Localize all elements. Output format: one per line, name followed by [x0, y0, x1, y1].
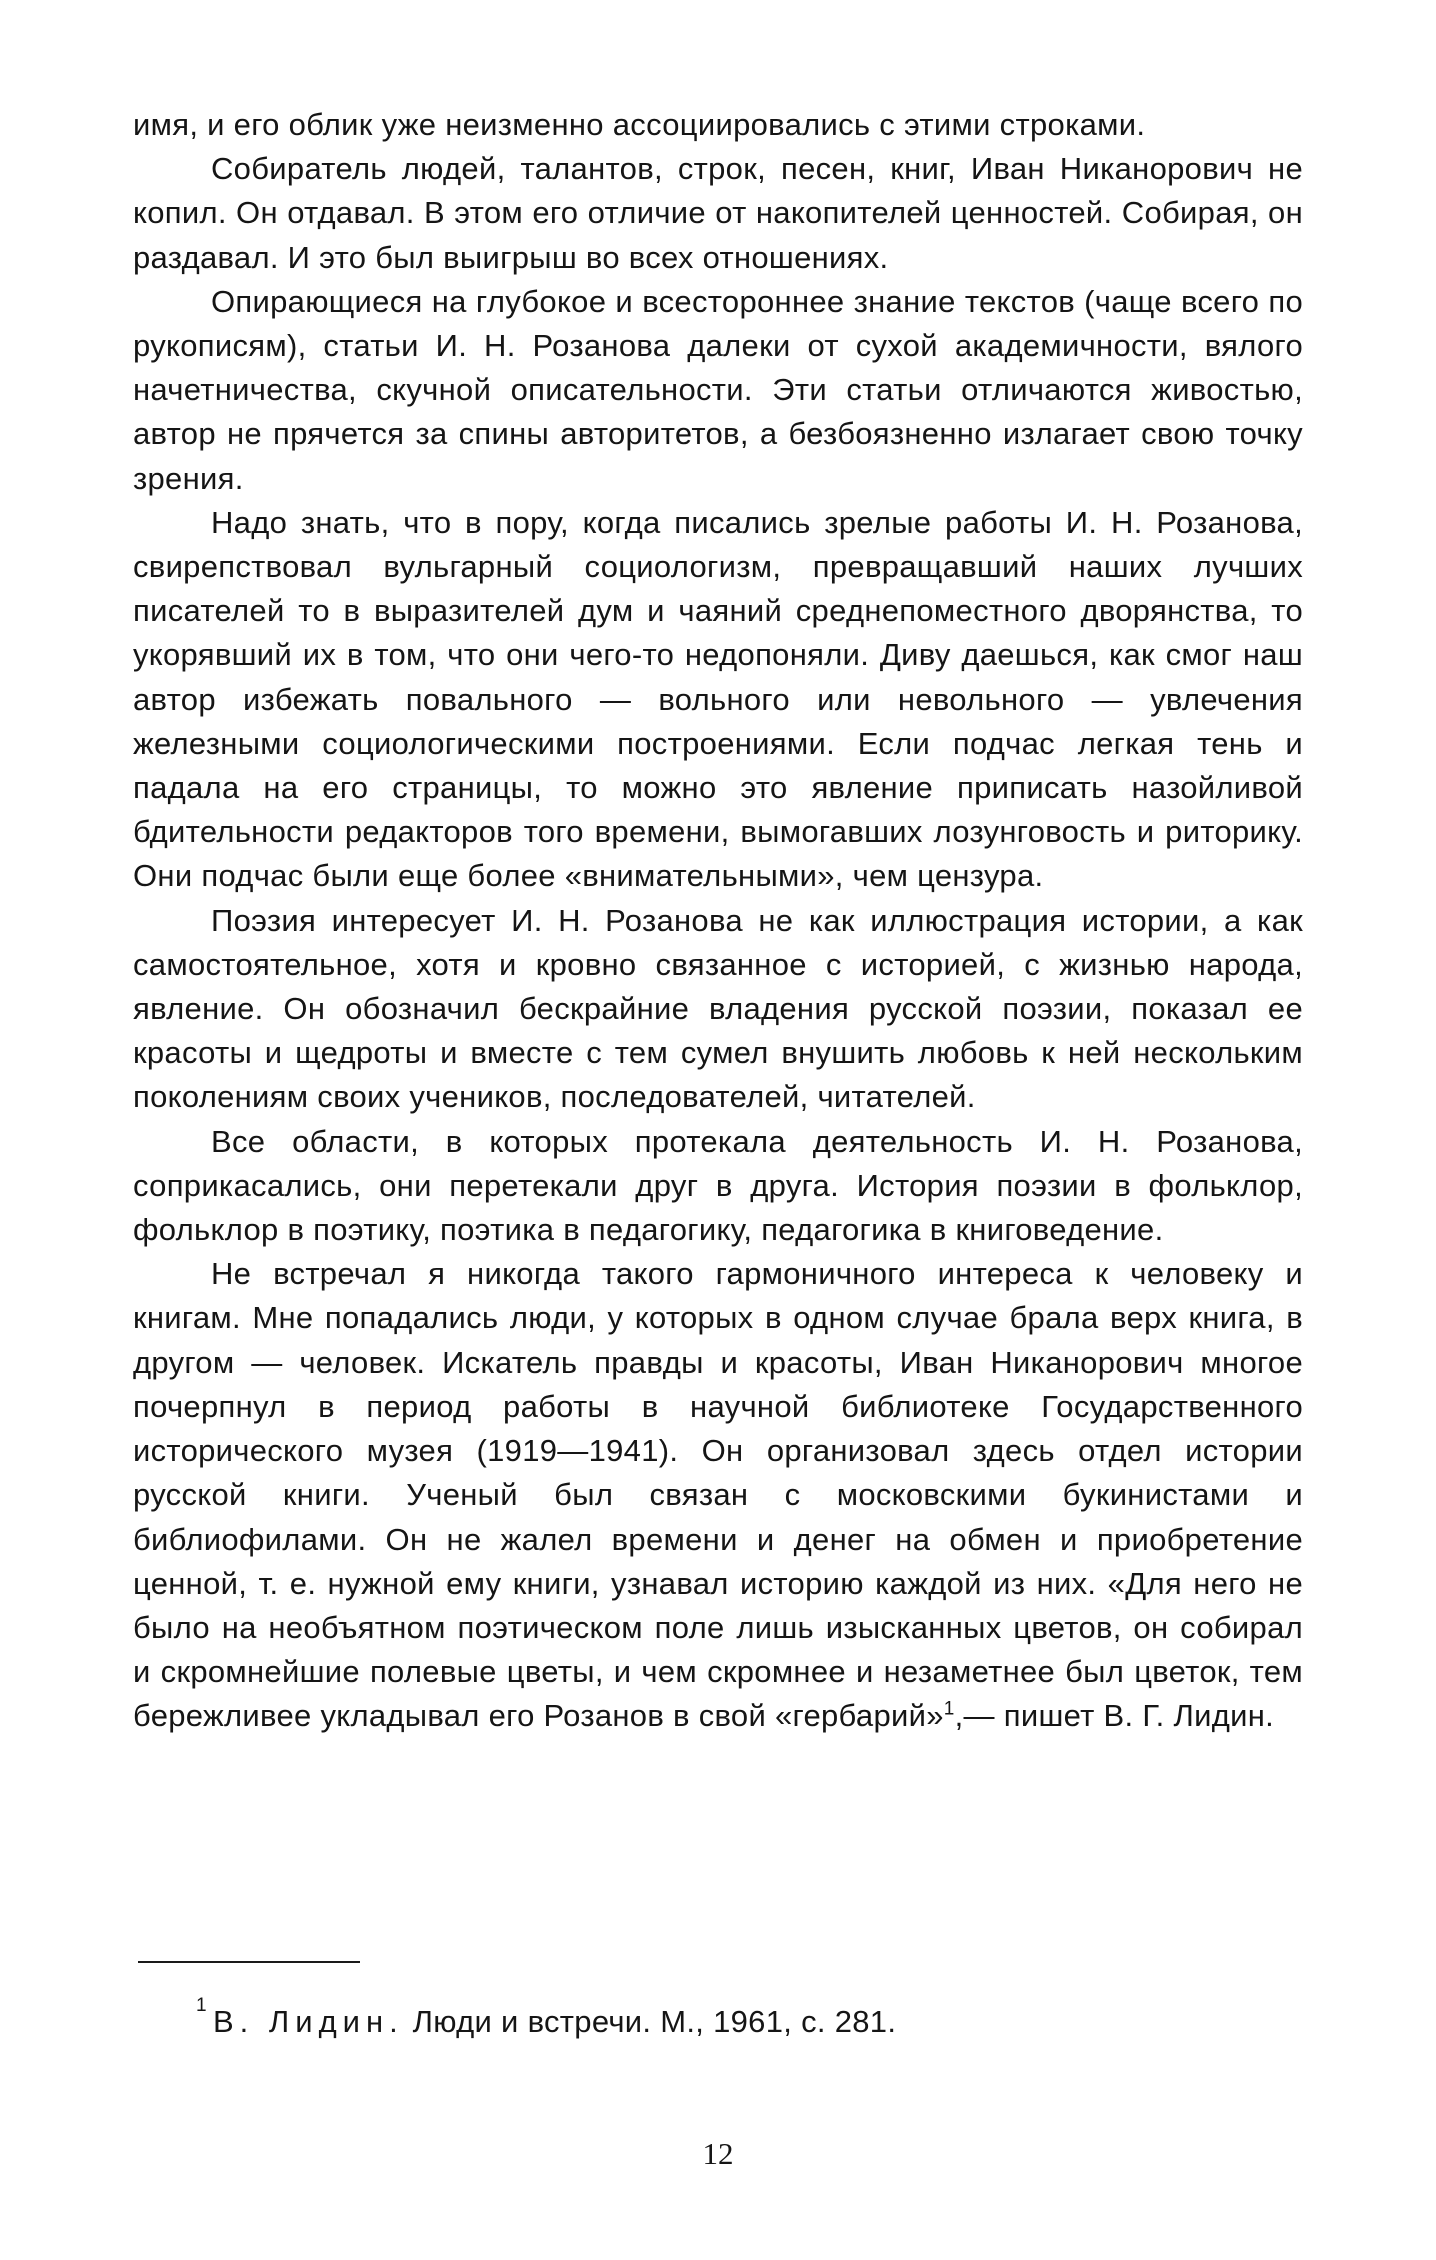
paragraph-7-tail: ,— пишет В. Г. Лидин. — [954, 1698, 1275, 1734]
footnote-divider — [138, 1961, 360, 1963]
footnote-reference: 1 — [943, 1698, 955, 1720]
paragraph-6: Все области, в которых протекала деятельность И. Н. Розанова, соприкасались, они перетекали друг в друга. История поэзии в фольклор, фольклор в поэтику, поэтика в педагогику, педагогика в книговедение. — [133, 1123, 1303, 1248]
page-body — [133, 103, 1303, 1739]
paragraph-1: имя, и его облик уже неизменно ассоциировались с этими строками. — [133, 107, 1146, 142]
footnote-text: Люди и встречи. М., 1961, с. 281. — [403, 2004, 897, 2039]
paragraph-3: Опирающиеся на глубокое и всестороннее знание текстов (чаще всего по рукописям), статьи И. Н. Розанова далеки от сухой академичности, вялого начетничества, скучной описательности. Эти статьи отличаются живостью, автор не прячется за спины авторитетов, а безбоязненно излагает свою точку зрения. — [133, 283, 1303, 496]
paragraph-5: Поэзия интересует И. Н. Розанова не как иллюстрация истории, а как самостоятельное, хотя и кровно связанное с историей, с жизнью народа, явление. Он обозначил бескрайние владения русской поэзии, показал ее красоты и щедроты и вместе с тем сумел внушить любовь к ней нескольким поколениям своих учеников, последователей, читателей. — [133, 902, 1303, 1115]
page-number: 12 — [702, 2136, 734, 2171]
paragraph-7-text: Не встречал я никогда такого гармоничного интереса к человеку и книгам. Мне попадались люди, у которых в одном случае брала верх книга, в другом — человек. Искатель правды и красоты, Иван Никанорович многое почерпнул в период работы в научной библиотеке Государственного исторического музея (1919—1941). Он организовал здесь отдел истории русской книги. Ученый был связан с московскими букинистами и библиофилами. Он не жалел времени и денег на обмен и приобретение ценной, т. е. нужной ему книги, узнавал историю каждой из них. «Для него не было на необъятном поэтическом поле лишь изысканных цветов, он собирал и скромнейшие полевые цветы, и чем скромнее и незаметнее был цветок, тем бережливее укладывал его Розанов в свой «гербарий» — [133, 1256, 1303, 1734]
footnote-marker: 1 — [196, 1995, 207, 2016]
footnote-author: В. Лидин. — [213, 2004, 404, 2039]
paragraph-2: Собиратель людей, талантов, строк, песен, книг, Иван Никанорович не копил. Он отдавал. В этом его отличие от накопителей ценностей. Собирая, он раздавал. И это был выигрыш во всех отношениях. — [133, 151, 1303, 275]
paragraph-4: Надо знать, что в пору, когда писались зрелые работы И. Н. Розанова, свирепствовал вульгарный социологизм, превращавший наших лучших писателей то в выразителей дум и чаяний среднепоместного дворянства, то укорявший их в том, что они чего-то недопоняли. Диву даешься, как смог наш автор избежать повального — вольного или невольного — увлечения железными социологическими построениями. Если подчас легкая тень и падала на его страницы, то можно это явление приписать назойливой бдительности редакторов того времени, вымогавших лозунговость и риторику. Они подчас были еще более «внимательными», чем цензура. — [133, 504, 1303, 894]
paragraph-7 — [133, 1252, 1303, 1738]
footnote — [196, 1995, 1263, 2042]
